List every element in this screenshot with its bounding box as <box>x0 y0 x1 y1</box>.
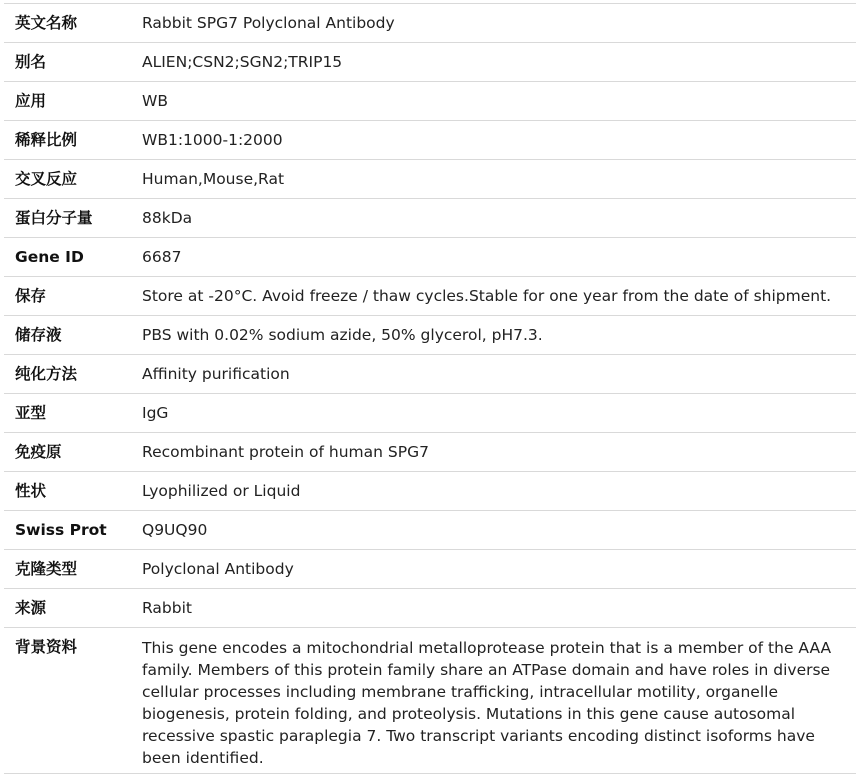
row-label: 来源 <box>15 599 47 617</box>
row-value: PBS with 0.02% sodium azide, 50% glycerol, pH7.3. <box>142 326 543 344</box>
row-value: Polyclonal Antibody <box>142 560 294 578</box>
row-host <box>4 589 856 628</box>
row-gene-id <box>4 238 856 277</box>
row-label: 纯化方法 <box>15 365 78 383</box>
row-value: ALIEN;CSN2;SGN2;TRIP15 <box>142 53 343 71</box>
row-label: 应用 <box>15 92 47 110</box>
row-label: 蛋白分子量 <box>15 209 93 227</box>
row-molecular-weight <box>4 199 856 238</box>
row-value: Store at -20°C. Avoid freeze / thaw cycles.Stable for one year from the date of shipment. <box>142 287 832 305</box>
row-storage <box>4 277 856 316</box>
row-reactivity <box>4 160 856 199</box>
row-value: WB <box>142 92 168 110</box>
row-label: 稀释比例 <box>15 131 78 149</box>
row-label: 克隆类型 <box>15 560 78 578</box>
row-application <box>4 82 856 121</box>
row-label: Swiss Prot <box>15 521 107 539</box>
row-purification <box>4 355 856 394</box>
row-value: Rabbit <box>142 599 192 617</box>
row-alias <box>4 43 856 82</box>
row-value: 88kDa <box>142 209 193 227</box>
row-label: Gene ID <box>15 248 84 266</box>
row-value: Affinity purification <box>142 365 290 383</box>
row-value: Recombinant protein of human SPG7 <box>142 443 429 461</box>
row-storage-buffer <box>4 316 856 355</box>
row-value: 6687 <box>142 248 182 266</box>
row-value: Human,Mouse,Rat <box>142 170 285 188</box>
row-value: Lyophilized or Liquid <box>142 482 301 500</box>
product-spec-table <box>4 3 856 774</box>
row-label: 英文名称 <box>15 14 78 32</box>
row-value: IgG <box>142 404 169 422</box>
row-label: 交叉反应 <box>15 170 78 188</box>
row-background <box>4 628 856 774</box>
row-label: 亚型 <box>15 404 47 422</box>
row-value: This gene encodes a mitochondrial metalloprotease protein that is a member of the AAA family. Members of this protein family share an ATPase domain and have roles in diverse cellular processes including membrane trafficking, intracellular motility, organelle biogenesis, protein folding, and proteolysis. Mutations in this gene cause autosomal recessive spastic paraplegia 7. Two transcript variants encoding distinct isoforms have been identified. <box>142 639 832 767</box>
row-form <box>4 472 856 511</box>
row-swiss-prot <box>4 511 856 550</box>
row-clonality <box>4 550 856 589</box>
row-value: Rabbit SPG7 Polyclonal Antibody <box>142 14 395 32</box>
row-immunogen <box>4 433 856 472</box>
row-value: Q9UQ90 <box>142 521 208 539</box>
row-label: 保存 <box>15 287 47 305</box>
row-label: 免疫原 <box>15 443 62 461</box>
row-label: 储存液 <box>15 326 62 344</box>
row-label: 背景资料 <box>15 638 78 656</box>
row-value: WB1:1000-1:2000 <box>142 131 283 149</box>
row-isotype <box>4 394 856 433</box>
row-label: 别名 <box>15 53 47 71</box>
row-label: 性状 <box>15 482 47 500</box>
row-dilution <box>4 121 856 160</box>
row-english-name <box>4 4 856 43</box>
